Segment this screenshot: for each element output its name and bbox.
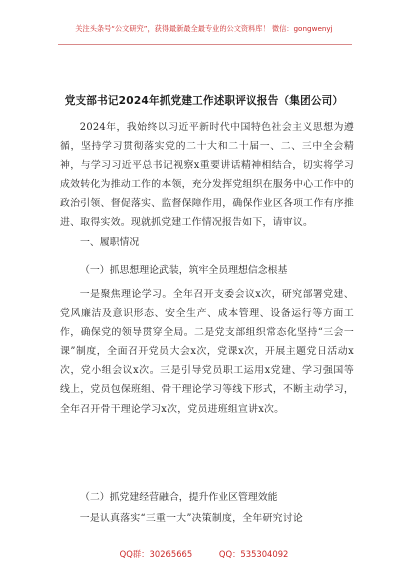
paragraph-block-1-1 [60,285,354,419]
header-divider [58,44,352,45]
subsection-heading-1-1: （一）抓思想理论武装，筑牢全员理想信念根基 [80,265,288,276]
footer-qq-group: QQ群：30265665 [119,549,193,559]
body-paragraph: 一是认真落实“三重一大”决策制度，全年研究讨论 [79,513,304,524]
intro-block [60,118,354,233]
intro-paragraph: 2024年，我始终以习近平新时代中国特色社会主义思想为遵循，坚持学习贯彻落实党的二十大和二十届一、二、三中全会精神，与学习习近平总书记视察x重要讲话精神相结合，切实将学习成效转化为推动工作的本领，充分发挥党组织在服务中心工作中的政治引领、督促落实、监督保障作用，确保作业区各项工作有序推进、取得实效。现就抓党建工作情况报告如下，请审议。 [60,122,354,229]
paragraph-block-1-2 [60,509,354,528]
subsection-heading-1-2: （二）抓党建经营融合，提升作业区管理效能 [80,492,278,503]
document-title: 党支部书记2024年抓党建工作述职评议报告（集团公司） [64,95,344,107]
header-promo-note: 关注头条号“公文研究”，获得最新最全最专业的公文资料库！ 微信：gongwenyj [75,24,333,33]
section-heading-1: 一、履职情况 [80,237,140,248]
body-paragraph: 一是聚焦理论学习。全年召开支委会议x次，研究部署党建、党风廉洁及意识形态、安全生产、成本管理、设备运行等方面工作，确保党的领导贯穿全局。二是党支部组织常态化坚持“三会一课”制度，全面召开党员大会x次，党课x次，开展主题党日活动x次，党小组会议x次。三是引导党员职工运用x党建、学习强国等线上，党员包保班组、骨干理论学习等线下形式，不断主动学习，全年召开骨干理论学习x次，党员进班组宣讲x次。 [60,289,354,415]
footer-qq: QQ：535304092 [218,549,289,559]
footer-contact [0,548,408,560]
